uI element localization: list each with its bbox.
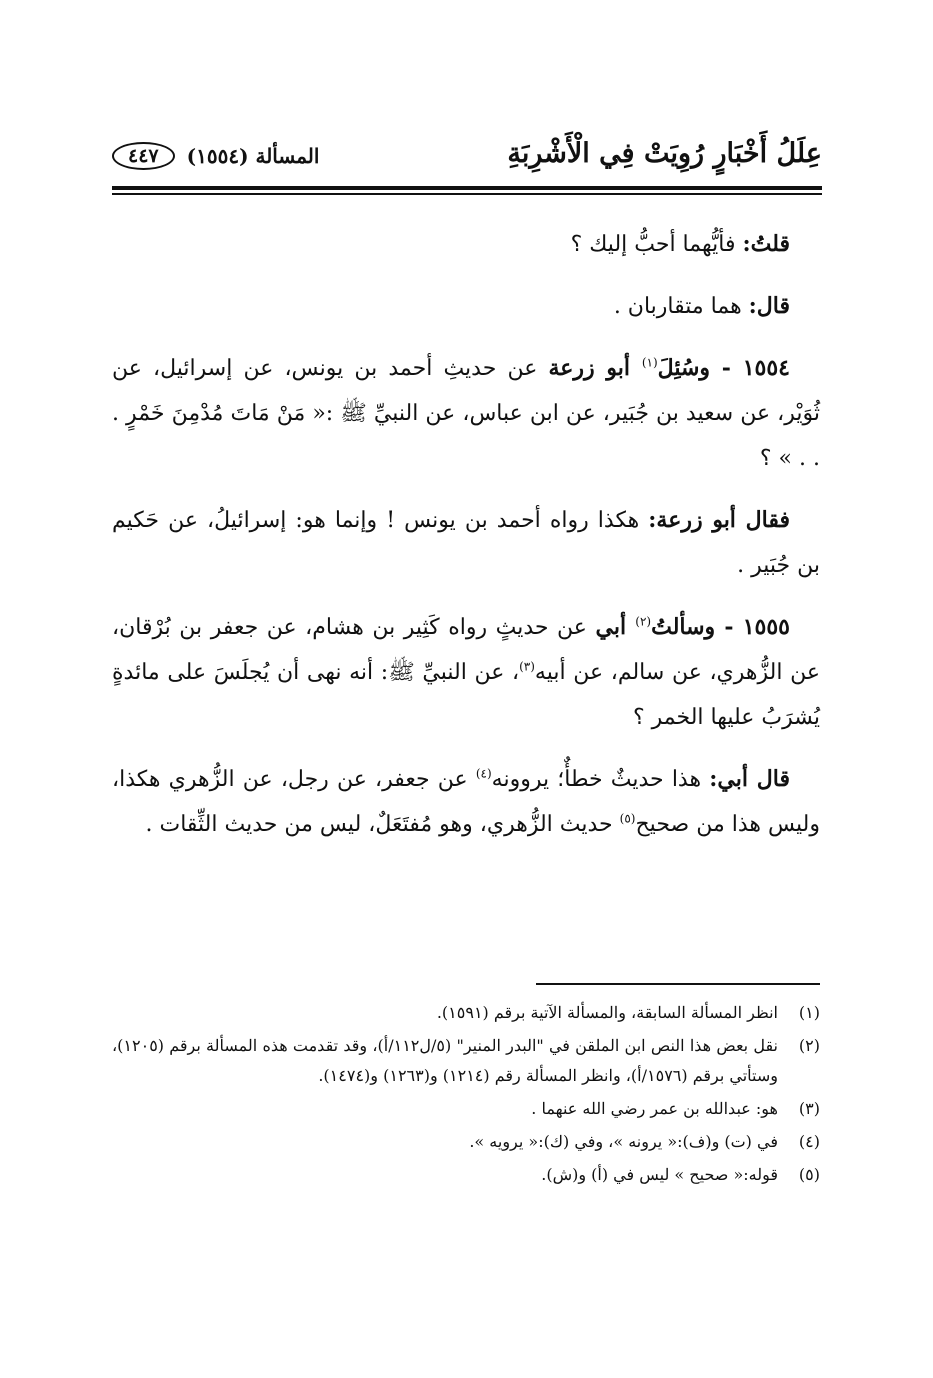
- footnote-number: (٣): [798, 1099, 820, 1118]
- header-rule-thick: [112, 186, 822, 190]
- bold-lead: قال:: [748, 293, 790, 319]
- footnote-ref: (٢): [635, 614, 652, 629]
- bold-lead: قال أبي:: [709, 766, 790, 792]
- paragraph: [112, 757, 820, 847]
- footnote-ref: (٥): [619, 811, 636, 826]
- footnote-text: نقل بعض هذا النص ابن الملقن في "البدر المنير" (٥/ل١١٢/أ)، وقد تقدمت هذه المسألة برقم (١٢٠٥)، وستأتي برقم (١٥٧٦/أ)، وانظر المسألة رقم (١٢١٤) و(١٢٦٣) و(١٤٧٤).: [112, 1036, 779, 1085]
- paragraph: [112, 498, 820, 588]
- issue-label: المسألة (١٥٥٤): [186, 144, 320, 168]
- footnote-ref: (٣): [519, 659, 535, 674]
- footnote: [112, 998, 820, 1028]
- footnote-number: (١): [798, 1003, 820, 1022]
- paragraph-text: عن جعفر، عن رجل، عن الزُّهري هكذا، وليس هذا من صحيح: [112, 767, 820, 837]
- paragraph-text: هكذا رواه أحمد بن يونس ! وإنما هو: إسرائيلُ، عن حَكيم بن جُبَير .: [112, 508, 820, 578]
- footnote-number: (٥): [798, 1165, 820, 1184]
- footnote-number: (٤): [798, 1132, 820, 1151]
- bold-lead: قلتُ:: [742, 231, 790, 257]
- footnote-rule: [536, 983, 820, 985]
- page-header: [112, 138, 822, 184]
- bold-lead: فقال أبو زرعة:: [648, 507, 790, 533]
- book-title: عِلَلُ أَخْبَارٍ رُوِيَتْ فِي الْأَشْرِبَةِ: [507, 138, 822, 169]
- footnote-ref: (٤): [475, 766, 492, 781]
- footnote-text: هو: عبدالله بن عمر رضي الله عنهما .: [531, 1099, 778, 1118]
- footnote: [112, 1031, 820, 1091]
- paragraph: [112, 605, 820, 740]
- header-rule-thin: [112, 193, 822, 195]
- paragraph-text: عن حديثِ أحمد بن يونس، عن إسرائيل، عن ثُوَيْر، عن سعيد بن جُبَير، عن ابن عباس، عن النبيِّ ﷺ :« مَنْ مَاتَ مُدْمِنَ خَمْرٍ . . . » ؟: [112, 356, 820, 471]
- footnote-text: قوله:« صحيح » ليس في (أ) و(ش).: [541, 1165, 778, 1184]
- paragraph: [112, 222, 820, 267]
- issue-header: [112, 142, 319, 170]
- footnote: [112, 1127, 820, 1157]
- bold-lead: ١٥٥٥ - وسألتُ: [651, 614, 790, 640]
- page-number: ٤٤٧: [112, 142, 175, 170]
- footnote-number: (٢): [798, 1036, 820, 1055]
- footnote: [112, 1160, 820, 1190]
- footnotes: [112, 998, 820, 1193]
- bold-lead: ١٥٥٤ - وسُئِلَ: [657, 355, 790, 381]
- footnote-ref: (١): [641, 355, 658, 370]
- main-text: [112, 222, 820, 864]
- bold-name: أبي: [595, 614, 636, 640]
- paragraph-text: حديث الزُّهري، وهو مُفتَعَلٌ، ليس من حديث الثِّقات .: [145, 812, 620, 837]
- paragraph: [112, 284, 820, 329]
- paragraph-text: هذا حديثٌ خطأٌ؛ يروونه: [491, 767, 710, 792]
- paragraph: [112, 346, 820, 481]
- footnote: [112, 1094, 820, 1124]
- paragraph-text: فأيُّهما أحبُّ إليك ؟: [570, 232, 743, 257]
- paragraph-text: عن حديثٍ رواه كَثِير بن هشام، عن جعفر بن بُرْقان، عن الزُّهري، عن سالم، عن أبيه: [112, 615, 820, 685]
- footnote-text: انظر المسألة السابقة، والمسألة الآتية برقم (١٥٩١).: [436, 1003, 778, 1022]
- paragraph-text: هما متقاربان .: [613, 294, 749, 319]
- paragraph-text: ، عن النبيِّ ﷺ: أنه نهى أن يُجلَسَ على مائدةٍ يُشرَبُ عليها الخمر ؟: [112, 660, 820, 730]
- footnote-text: في (ت) و(ف):« يرونه »، وفي (ك):« يرويه ».: [469, 1132, 778, 1151]
- bold-name: أبو زرعة: [548, 355, 642, 381]
